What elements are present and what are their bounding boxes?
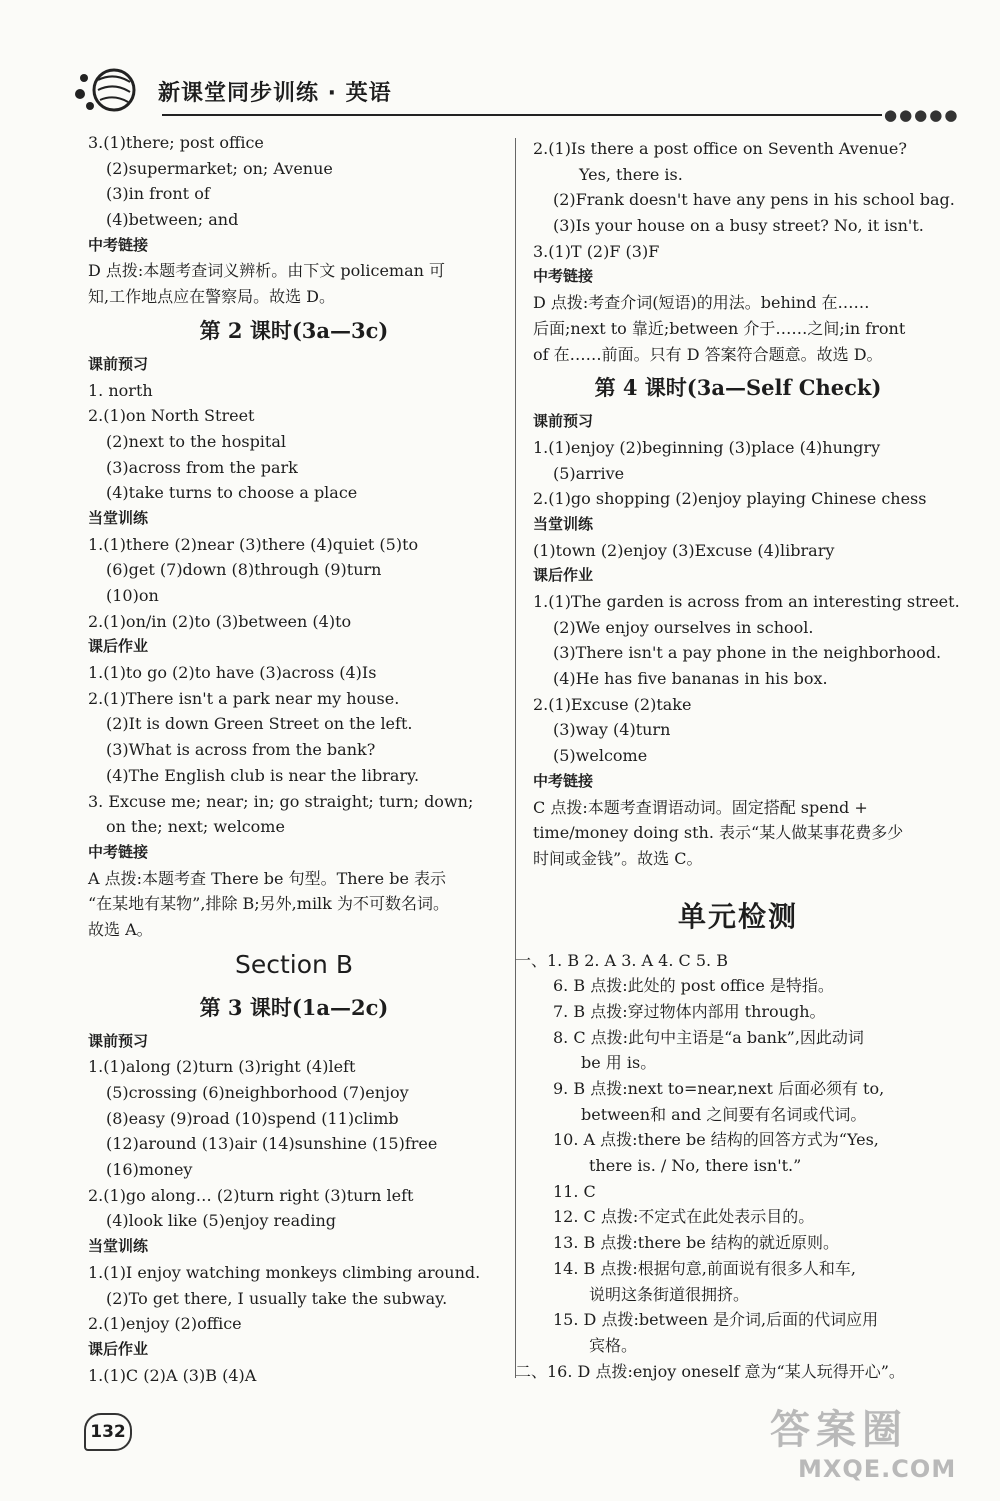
unit-test-title: 单元检测	[677, 899, 798, 933]
answer-line: (5)arrive	[553, 463, 625, 483]
page-header	[62, 66, 960, 136]
subheading-classwork: 当堂训练	[88, 508, 149, 527]
answer-line: (5)welcome	[553, 746, 648, 766]
answer-line: 15. D 点拨:between 是介词,后面的代词应用	[553, 1310, 879, 1330]
answer-line: 12. C 点拨:不定式在此处表示目的。	[553, 1207, 815, 1227]
answer-line: 14. B 点拨:根据句意,前面说有很多人和车,	[553, 1258, 856, 1278]
subheading-exam-link: 中考链接	[533, 267, 594, 286]
answer-line: 3.(1)T (2)F (3)F	[533, 241, 660, 261]
answer-line: (3)There isn't a pay phone in the neighborhood.	[553, 643, 942, 663]
answer-line: (4)take turns to choose a place	[106, 483, 358, 503]
subheading-exam-link: 中考链接	[533, 771, 594, 790]
answer-line: 1.(1)along (2)turn (3)right (4)left	[88, 1057, 356, 1077]
answer-line: “在某地有某物”,排除 B;另外,milk 为不可数名词。	[88, 894, 449, 914]
answer-line: there is. / No, there isn't.”	[589, 1156, 802, 1176]
answer-line: 13. B 点拨:there be 结构的就近原则。	[553, 1233, 839, 1253]
answer-line: 1. north	[88, 380, 153, 400]
lesson-title-4: 第 4 课时(3a—Self Check)	[594, 375, 882, 401]
answer-line: D 点拨:考查介词(短语)的用法。behind 在……	[533, 293, 870, 313]
answer-line: 2.(1)on/in (2)to (3)between (4)to	[88, 611, 352, 631]
answer-line: (3)way (4)turn	[553, 720, 671, 740]
subheading-classwork: 当堂训练	[88, 1237, 149, 1256]
answer-line: 7. B 点拨:穿过物体内部用 through。	[553, 1001, 826, 1021]
answer-line: (3)in front of	[106, 184, 210, 204]
right-column	[515, 130, 960, 1384]
answer-line: 二、16. D 点拨:enjoy oneself 意为“某人玩得开心”。	[515, 1361, 905, 1381]
answer-line: time/money doing sth. 表示“某人做某事花费多少	[533, 823, 904, 843]
lesson-title-2: 第 2 课时(3a—3c)	[199, 317, 389, 343]
subheading-exam-link: 中考链接	[88, 842, 149, 861]
subheading-homework: 课后作业	[88, 637, 149, 656]
answer-line: (5)crossing (6)neighborhood (7)enjoy	[106, 1083, 409, 1102]
subheading-preview: 课前预习	[88, 354, 149, 373]
answer-line: 1.(1)to go (2)to have (3)across (4)Is	[88, 663, 377, 683]
answer-line: 说明这条街道很拥挤。	[589, 1284, 750, 1304]
answer-line: 宾格。	[589, 1335, 638, 1355]
answer-line: Yes, there is.	[579, 164, 683, 184]
page-number: 132	[84, 1413, 132, 1451]
subheading-classwork: 当堂训练	[533, 514, 594, 533]
answer-line: 2.(1)enjoy (2)office	[88, 1314, 242, 1334]
answer-line: 一、1. B 2. A 3. A 4. C 5. B	[515, 950, 728, 970]
answer-line: (6)get (7)down (8)through (9)turn	[106, 560, 382, 580]
answer-line: 1.(1)I enjoy watching monkeys climbing around.	[88, 1262, 481, 1282]
watermark-text: 答案圈	[770, 1407, 908, 1453]
answer-line: (2)It is down Green Street on the left.	[106, 714, 413, 734]
lesson-title-3: 第 3 课时(1a—2c)	[199, 994, 389, 1020]
header-rule	[162, 114, 882, 116]
answer-line: 故选 A。	[88, 919, 153, 939]
answer-line: 时间或金钱”。故选 C。	[533, 848, 703, 868]
answer-line: (3)What is across from the bank?	[106, 740, 376, 760]
answer-line: (12)around (13)air (14)sunshine (15)free	[106, 1134, 438, 1154]
answer-line: 9. B 点拨:next to=near,next 后面必须有 to,	[553, 1079, 885, 1098]
watermark	[770, 1405, 990, 1495]
book-title: 新课堂同步训练 · 英语	[158, 81, 392, 106]
answer-line: 1.(1)C (2)A (3)B (4)A	[88, 1365, 257, 1385]
answer-line: (4)look like (5)enjoy reading	[106, 1211, 337, 1231]
answer-line: 11. C	[553, 1181, 596, 1201]
column-divider	[515, 138, 516, 1378]
answer-line: (2)supermarket; on; Avenue	[106, 158, 333, 178]
answer-line: 后面;next to 靠近;between 介于……之间;in front	[533, 318, 906, 338]
answer-line: 2.(1)Is there a post office on Seventh Avenue?	[533, 139, 907, 158]
subheading-preview: 课前预习	[533, 412, 594, 431]
answer-line: (3)Is your house on a busy street? No, it isn't.	[553, 216, 924, 236]
answer-line: C 点拨:本题考查谓语动词。固定搭配 spend +	[533, 797, 868, 817]
answer-line: (2)Frank doesn't have any pens in his school bag.	[553, 190, 955, 210]
answer-line: 2.(1)go shopping (2)enjoy playing Chinese chess	[533, 489, 927, 509]
header-dots: ●●●●●	[884, 106, 960, 124]
subheading-homework: 课后作业	[533, 566, 594, 585]
answer-line: D 点拨:本题考查词义辨析。由下文 policeman 可	[88, 261, 446, 281]
answer-line: be 用 is。	[581, 1053, 657, 1073]
answer-line: on the; next; welcome	[106, 817, 285, 837]
watermark-url: MXQE.COM	[798, 1455, 957, 1483]
subheading-preview: 课前预习	[88, 1031, 149, 1050]
answer-line: of 在……前面。只有 D 答案符合题意。故选 D。	[533, 344, 883, 364]
answer-line: (4)He has five bananas in his box.	[553, 669, 828, 689]
answer-line: 3. Excuse me; near; in; go straight; turn; down;	[88, 791, 474, 811]
answer-line: (16)money	[106, 1160, 193, 1180]
answer-line: (3)across from the park	[106, 457, 298, 477]
book-logo-icon	[72, 68, 142, 114]
answer-line: (8)easy (9)road (10)spend (11)climb	[106, 1108, 399, 1128]
answer-line: (4)The English club is near the library.	[106, 765, 420, 785]
left-column	[88, 130, 500, 1388]
answer-line: (2)next to the hospital	[106, 431, 287, 451]
answer-line: between和 and 之间要有名词或代词。	[581, 1104, 867, 1124]
answer-line: 6. B 点拨:此处的 post office 是特指。	[553, 976, 834, 996]
answer-line: (10)on	[106, 586, 159, 605]
answer-line: 1.(1)there (2)near (3)there (4)quiet (5)to	[88, 534, 419, 554]
answer-line: 2.(1)go along… (2)turn right (3)turn left	[88, 1185, 414, 1205]
answer-line: 10. A 点拨:there be 结构的回答方式为“Yes,	[553, 1130, 879, 1150]
answer-line: (4)between; and	[106, 210, 239, 230]
answer-line: (2)We enjoy ourselves in school.	[553, 617, 814, 637]
answer-line: (1)town (2)enjoy (3)Excuse (4)library	[533, 540, 835, 560]
answer-line: (2)To get there, I usually take the subway.	[106, 1288, 448, 1308]
answer-line: 知,工作地点应在警察局。故选 D。	[88, 287, 336, 307]
answer-line: 2.(1)There isn't a park near my house.	[88, 688, 400, 708]
answer-line: 1.(1)The garden is across from an interesting street.	[533, 592, 960, 611]
answer-line: 3.(1)there; post office	[88, 133, 264, 152]
answer-line: 1.(1)enjoy (2)beginning (3)place (4)hungry	[533, 437, 881, 457]
subheading-homework: 课后作业	[88, 1339, 149, 1358]
answer-line: 2.(1)Excuse (2)take	[533, 694, 692, 714]
subheading-exam-link: 中考链接	[88, 235, 149, 254]
answer-line: 8. C 点拨:此句中主语是“a bank”,因此动词	[553, 1027, 864, 1047]
answer-line: A 点拨:本题考查 There be 句型。There be 表示	[88, 868, 447, 888]
section-b-title: Section B	[235, 949, 353, 979]
answer-line: 2.(1)on North Street	[88, 406, 255, 426]
